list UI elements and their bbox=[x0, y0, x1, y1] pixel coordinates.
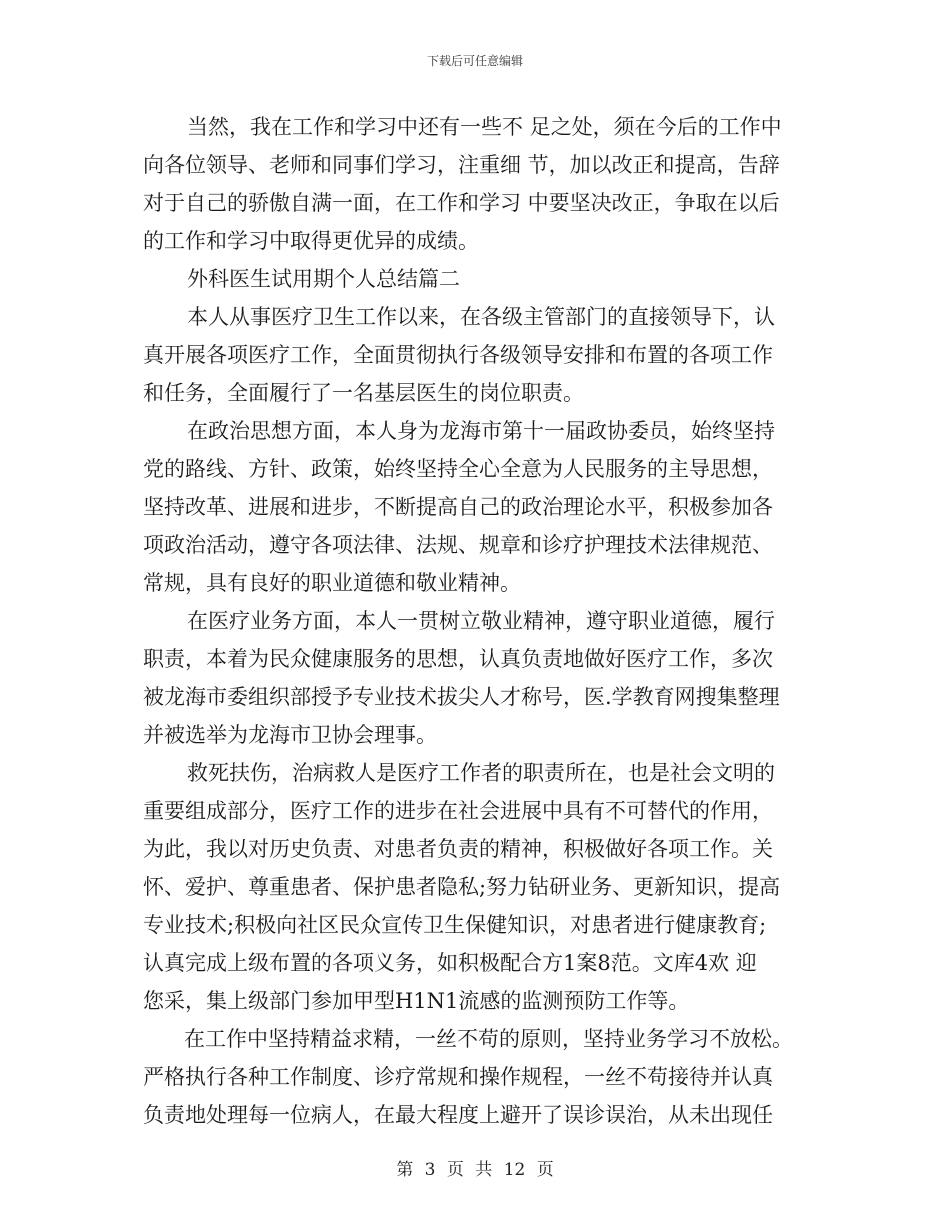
text-line: 对于自己的骄傲自满一面，在工作和学习 中要坚决改正，争取在以后 bbox=[143, 191, 780, 215]
document-body bbox=[143, 108, 815, 1134]
text-line: 救死扶伤，治病救人是医疗工作者的职责所在，也是社会文明的 bbox=[187, 761, 775, 785]
text-line: 负责地处理每一位病人，在最大程度上避开了误诊误治，从未出现任 bbox=[143, 1103, 773, 1127]
text-line: 常规，具有良好的职业道德和敬业精神。 bbox=[143, 571, 521, 595]
text-line: 职责，本着为民众健康服务的思想，认真负责地做好医疗工作，多次 bbox=[143, 647, 773, 671]
text-line: 项政治活动，遵守各项法律、法规、规章和诊疗护理技术法律规范、 bbox=[143, 533, 773, 557]
text-line: 专业技术;积极向社区民众宣传卫生保健知识，对患者进行健康教育; bbox=[143, 913, 767, 937]
text-line: 在工作中坚持精益求精，一丝不苟的原则，坚持业务学习不放松。 bbox=[184, 1027, 793, 1051]
text-line: 坚持改革、进展和进步，不断提高自己的政治理论水平，积极参加各 bbox=[143, 495, 773, 519]
text-line: 真开展各项医疗工作，全面贯彻执行各级领导安排和布置的各项工作 bbox=[143, 343, 773, 367]
section-heading: 外科医生试用期个人总结篇二 bbox=[187, 267, 460, 291]
page-header: 下载后可任意编辑 bbox=[426, 54, 523, 68]
text-line: 并被选举为龙海市卫协会理事。 bbox=[143, 723, 437, 747]
text-line: 为此，我以对历史负责、对患者负责的精神，积极做好各项工作。关 bbox=[143, 837, 773, 861]
text-line: 本人从事医疗卫生工作以来，在各级主管部门的直接领导下，认 bbox=[187, 305, 775, 329]
text-line: 党的路线、方针、政策，始终坚持全心全意为人民服务的主导思想， bbox=[143, 457, 773, 481]
text-line: 重要组成部分，医疗工作的进步在社会进展中具有不可替代的作用， bbox=[143, 799, 773, 823]
text-line: 和任务，全面履行了一名基层医生的岗位职责。 bbox=[143, 381, 584, 405]
text-line: 在政治思想方面，本人身为龙海市第十一届政协委员，始终坚持 bbox=[187, 419, 775, 443]
text-line: 被龙海市委组织部授予专业技术拔尖人才称号，医.学教育网搜集整理 bbox=[143, 685, 780, 709]
text-line: 严格执行各种工作制度、诊疗常规和操作规程，一丝不苟接待并认真 bbox=[143, 1065, 773, 1089]
text-line: 在医疗业务方面，本人一贯树立敬业精神，遵守职业道德，履行 bbox=[187, 609, 775, 633]
text-line: 的工作和学习中取得更优异的成绩。 bbox=[143, 229, 479, 253]
text-line: 您采，集上级部门参加甲型H1N1流感的监测预防工作等。 bbox=[143, 989, 690, 1013]
text-line: 向各位领导、老师和同事们学习，注重细 节，加以改正和提高，告辞 bbox=[143, 153, 780, 177]
text-line: 当然，我在工作和学习中还有一些不 足之处，须在今后的工作中 bbox=[187, 115, 782, 139]
text-line: 认真完成上级布置的各项义务，如积极配合方1案8范。文库4欢 迎 bbox=[143, 951, 757, 975]
text-line: 怀、爱护、尊重患者、保护患者隐私;努力钻研业务、更新知识，提高 bbox=[143, 875, 781, 899]
page-footer: 第 3 页 共 12 页 bbox=[396, 1160, 554, 1180]
